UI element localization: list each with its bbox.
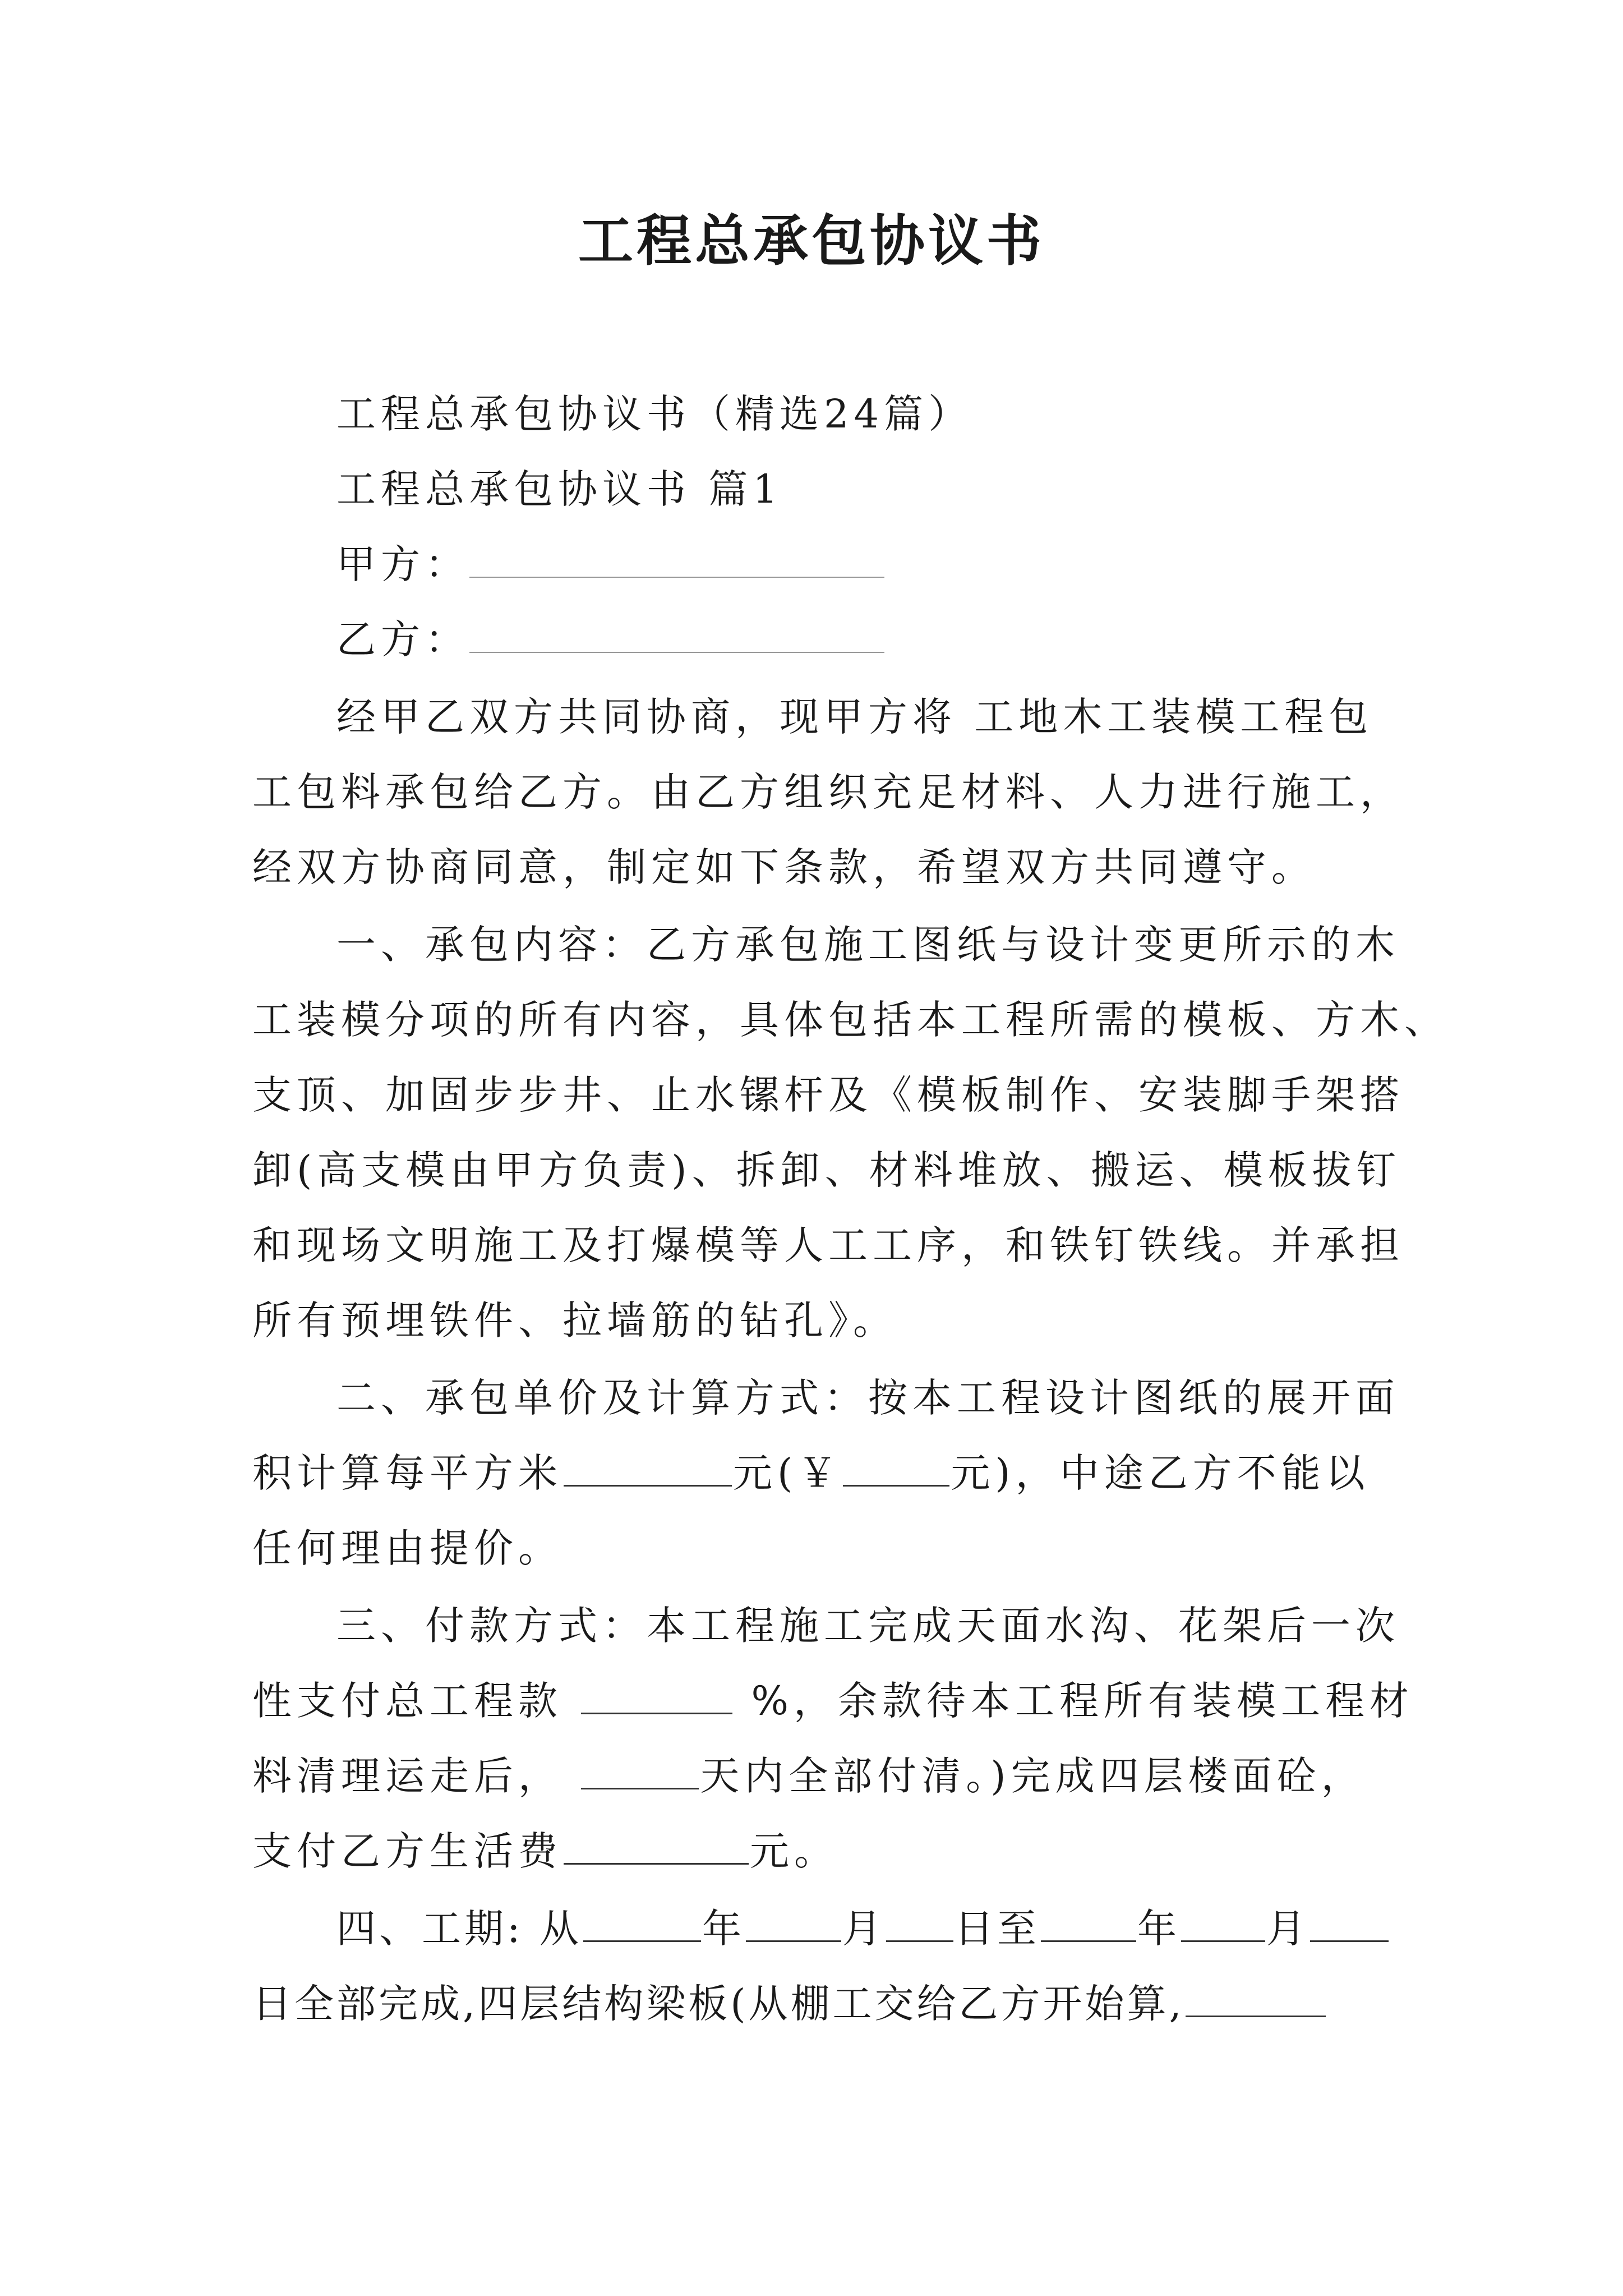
clause1-line-4: 卸(高支模由甲方负责)、拆卸、材料堆放、搬运、模板拔钉: [252, 1147, 1401, 1193]
party-a-label: 甲方：: [336, 541, 469, 587]
start-year-blank: [583, 1906, 701, 1942]
clause4-text-a: 四、工期: 从: [336, 1906, 582, 1952]
clause3-text-b: %，余款待本工程所有装模工程材: [734, 1678, 1414, 1724]
clause3-line-2: [252, 1673, 1414, 1729]
end-year-blank: [1041, 1906, 1136, 1942]
clause3-line-1: 三、付款方式：本工程施工完成天面水沟、花架后一次: [336, 1603, 1400, 1649]
clause1-line-1: 一、承包内容：乙方承包施工图纸与设计变更所示的木: [336, 922, 1400, 968]
party-a-line: [336, 536, 884, 592]
intro-line-2: 工包料承包给乙方。由乙方组织充足材料、人力进行施工，: [252, 769, 1404, 815]
start-day-blank: [886, 1906, 953, 1942]
clause2-text-b: 元(￥: [733, 1450, 842, 1496]
clause2-text-a: 积计算每平方米: [252, 1450, 562, 1496]
clause1-line-2: 工装模分项的所有内容，具体包括本工程所需的模板、方木、: [252, 997, 1449, 1043]
party-a-blank: [469, 542, 884, 578]
clause4-line-1: [336, 1901, 1390, 1957]
unit-price-yuan-blank: [843, 1450, 949, 1487]
clause2-text-c: 元)，中途乙方不能以: [951, 1450, 1370, 1496]
clause3-text-d: 天内全部付清。)完成四层楼面砼，: [700, 1753, 1366, 1799]
unit-price-blank: [564, 1450, 732, 1487]
clause3-line-3: [252, 1748, 1366, 1804]
clause4-line-2: [252, 1976, 1327, 2032]
intro-line-1: 经甲乙双方共同协商，现甲方将 工地木工装模工程包: [336, 694, 1373, 740]
clause2-line-2: [252, 1445, 1370, 1501]
party-b-label: 乙方：: [336, 616, 469, 662]
clause1-line-6: 所有预埋铁件、拉墙筋的钻孔》。: [252, 1297, 897, 1343]
section-heading: 工程总承包协议书 篇1: [336, 466, 783, 512]
clause3-text-a: 性支付总工程款: [252, 1678, 580, 1724]
clause4-month: 月: [842, 1906, 885, 1952]
payment-percent-blank: [581, 1678, 732, 1714]
start-month-blank: [746, 1906, 841, 1942]
clause3-text-e: 支付乙方生活费: [252, 1828, 562, 1874]
clause3-text-c: 料清理运走后，: [252, 1753, 580, 1799]
party-b-blank: [469, 617, 884, 653]
clause1-line-5: 和现场文明施工及打爆模等人工工序，和铁钉铁线。并承担: [252, 1222, 1404, 1268]
clause4-year: 年: [702, 1906, 745, 1952]
living-expense-blank: [564, 1828, 749, 1865]
clause4-month2: 月: [1266, 1906, 1309, 1952]
structure-days-blank: [1186, 1981, 1326, 2017]
clause4-year2: 年: [1137, 1906, 1180, 1952]
payment-days-blank: [581, 1753, 699, 1789]
clause2-line-3: 任何理由提价。: [252, 1525, 562, 1571]
party-b-line: [336, 611, 884, 668]
end-day-blank: [1310, 1906, 1389, 1942]
clause4-text-b: 日全部完成,四层结构梁板(从棚工交给乙方开始算,: [252, 1981, 1184, 2027]
intro-line-3: 经双方协商同意，制定如下条款，希望双方共同遵守。: [252, 844, 1316, 890]
clause1-line-3: 支顶、加固步步井、止水镙杆及《模板制作、安装脚手架搭: [252, 1072, 1404, 1118]
clause2-line-1: 二、承包单价及计算方式：按本工程设计图纸的展开面: [336, 1375, 1400, 1421]
clause3-line-4: [252, 1823, 838, 1879]
clause4-day-to: 日至: [954, 1906, 1040, 1952]
clause3-text-f: 元。: [750, 1828, 838, 1874]
document-subtitle: 工程总承包协议书（精选24篇）: [336, 391, 973, 437]
document-title: 工程总承包协议书: [578, 209, 1045, 273]
end-month-blank: [1181, 1906, 1265, 1942]
